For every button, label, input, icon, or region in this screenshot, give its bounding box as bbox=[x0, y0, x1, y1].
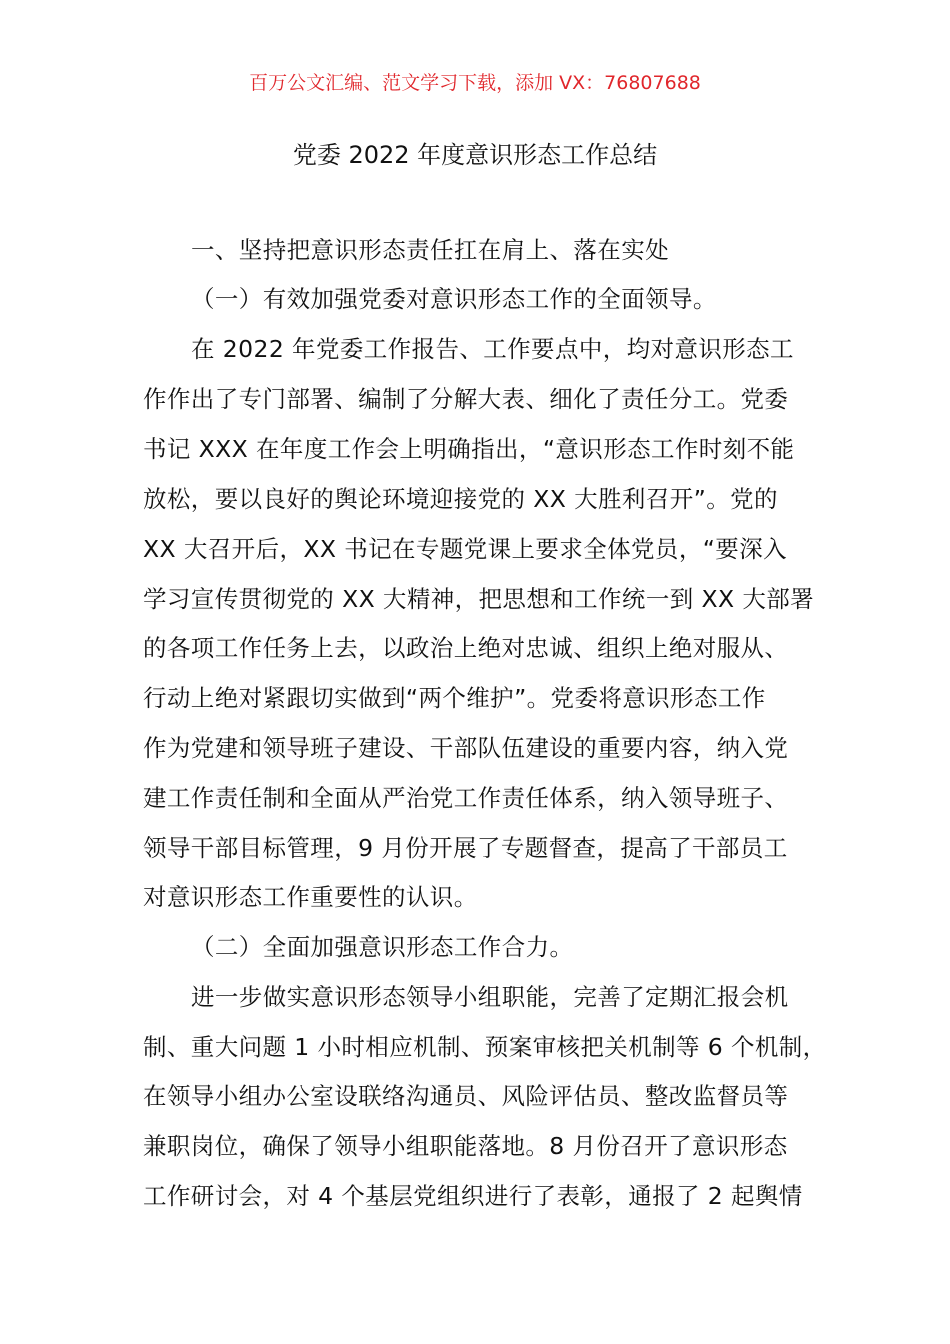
paragraph-line: 工作研讨会，对 4 个基层党组织进行了表彰，通报了 2 起舆情 bbox=[143, 1182, 803, 1210]
paragraph-line: 领导干部目标管理，9 月份开展了专题督查，提高了干部员工 bbox=[143, 834, 788, 862]
paragraph-line: 书记 XXX 在年度工作会上明确指出，“意识形态工作时刻不能 bbox=[143, 435, 795, 463]
subsection-heading: （一）有效加强党委对意识形态工作的全面领导。 bbox=[191, 285, 717, 313]
paragraph-line: 在 2022 年党委工作报告、工作要点中，均对意识形态工 bbox=[191, 335, 794, 363]
paragraph-line: 作作出了专门部署、编制了分解大表、细化了责任分工。党委 bbox=[143, 385, 789, 413]
paragraph-line: 学习宣传贯彻党的 XX 大精神，把思想和工作统一到 XX 大部署 bbox=[143, 585, 815, 613]
paragraph-line: 兼职岗位，确保了领导小组职能落地。8 月份召开了意识形态 bbox=[143, 1132, 788, 1160]
paragraph-line: 的各项工作任务上去，以政治上绝对忠诚、组织上绝对服从、 bbox=[143, 634, 789, 662]
paragraph-line: XX 大召开后，XX 书记在专题党课上要求全体党员，“要深入 bbox=[143, 535, 788, 563]
header-note: 百万公文汇编、范文学习下载，添加 VX：76807688 bbox=[249, 72, 701, 94]
paragraph-line: 制、重大问题 1 小时相应机制、预案审核把关机制等 6 个机制， bbox=[143, 1033, 827, 1061]
paragraph-line: 在领导小组办公室设联络沟通员、风险评估员、整改监督员等 bbox=[143, 1082, 789, 1110]
paragraph-line: 建工作责任制和全面从严治党工作责任体系，纳入领导班子、 bbox=[143, 784, 789, 812]
subsection-heading: （二）全面加强意识形态工作合力。 bbox=[191, 933, 574, 961]
section-heading: 一、坚持把意识形态责任扛在肩上、落在实处 bbox=[191, 236, 669, 264]
paragraph-line: 进一步做实意识形态领导小组职能，完善了定期汇报会机 bbox=[191, 983, 789, 1011]
document-title: 党委 2022 年度意识形态工作总结 bbox=[292, 141, 658, 169]
paragraph-line: 行动上绝对紧跟切实做到“两个维护”。党委将意识形态工作 bbox=[143, 684, 766, 712]
paragraph-line: 作为党建和领导班子建设、干部队伍建设的重要内容，纳入党 bbox=[143, 734, 789, 762]
paragraph-line: 放松，要以良好的舆论环境迎接党的 XX 大胜利召开”。党的 bbox=[143, 485, 778, 513]
paragraph-line: 对意识形态工作重要性的认识。 bbox=[143, 883, 478, 911]
